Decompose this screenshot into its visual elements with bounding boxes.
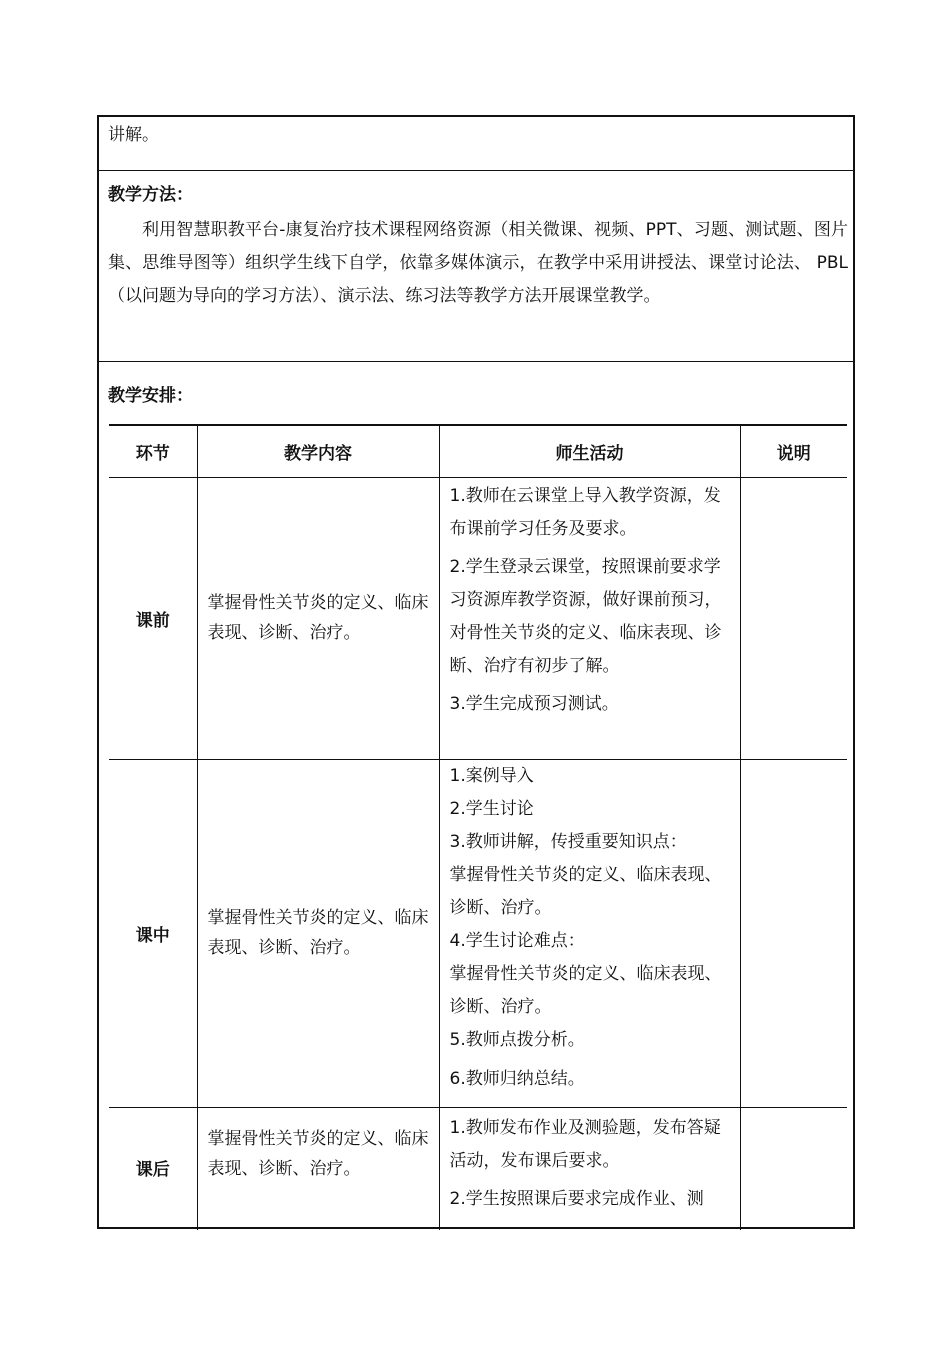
table-row-in-class [109,759,847,1107]
activity-item: 1.案例导入 [449,765,534,786]
teaching-schedule-heading: 教学安排： [108,386,193,406]
teaching-method-section [99,171,853,362]
activity-item: 3.教师讲解，传授重要知识点： [449,831,687,852]
intro-tail-text: 讲解。 [108,125,159,145]
teaching-method-heading: 教学方法： [108,185,193,205]
teaching-method-paragraph: 利用智慧职教平台-康复治疗技术课程网络资源（相关微课、视频、PPT、习题、测试题、图片集、思维导图等）组织学生线下自学，依靠多媒体演示，在教学中采用讲授法、课堂讨论法、 PBL（以问题为导向的学习方法）、演示法、练习法等教学方法开展课堂教学。 [108,220,848,306]
content-cell: 掌握骨性关节炎的定义、临床表现、诊断、治疗。 [197,477,439,759]
note-cell [740,1107,847,1230]
activity-item: 5.教师点拨分析。 [449,1029,585,1050]
header-content: 教学内容 [197,425,439,477]
header-note: 说明 [740,425,847,477]
stage-cell: 课中 [109,759,197,1107]
teaching-schedule-table [109,424,847,1230]
content-cell: 掌握骨性关节炎的定义、临床表现、诊断、治疗。 [197,759,439,1107]
stage-cell: 课后 [109,1107,197,1230]
note-cell [740,759,847,1107]
header-activities: 师生活动 [439,425,740,477]
note-cell [740,477,847,759]
activity-item: 2.学生按照课后要求完成作业、测 [449,1188,704,1209]
table-row-post-class [109,1107,847,1230]
lesson-plan-frame [97,115,855,1229]
table-header-row [109,425,847,477]
activity-item: 1.教师发布作业及测验题，发布答疑活动，发布课后要求。 [449,1117,721,1171]
activity-item: 1.教师在云课堂上导入教学资源，发布课前学习任务及要求。 [449,485,721,539]
activity-item: 2.学生讨论 [449,798,534,819]
intro-row [99,117,853,171]
activity-item: 2.学生登录云课堂，按照课前要求学习资源库教学资源，做好课前预习，对骨性关节炎的定义、临床表现、诊断、治疗有初步了解。 [449,556,722,676]
activity-item: 3.学生完成预习测试。 [449,693,619,714]
activity-item: 4.学生讨论难点： [449,930,585,951]
activities-cell [439,1107,740,1230]
activity-item: 6.教师归纳总结。 [449,1068,585,1089]
header-stage: 环节 [109,425,197,477]
activity-item: 掌握骨性关节炎的定义、临床表现、诊断、治疗。 [449,864,722,918]
content-cell: 掌握骨性关节炎的定义、临床表现、诊断、治疗。 [197,1107,439,1230]
activities-cell [439,477,740,759]
activity-item: 掌握骨性关节炎的定义、临床表现、诊断、治疗。 [449,963,722,1017]
stage-cell: 课前 [109,477,197,759]
activities-cell [439,759,740,1107]
table-row-pre-class [109,477,847,759]
